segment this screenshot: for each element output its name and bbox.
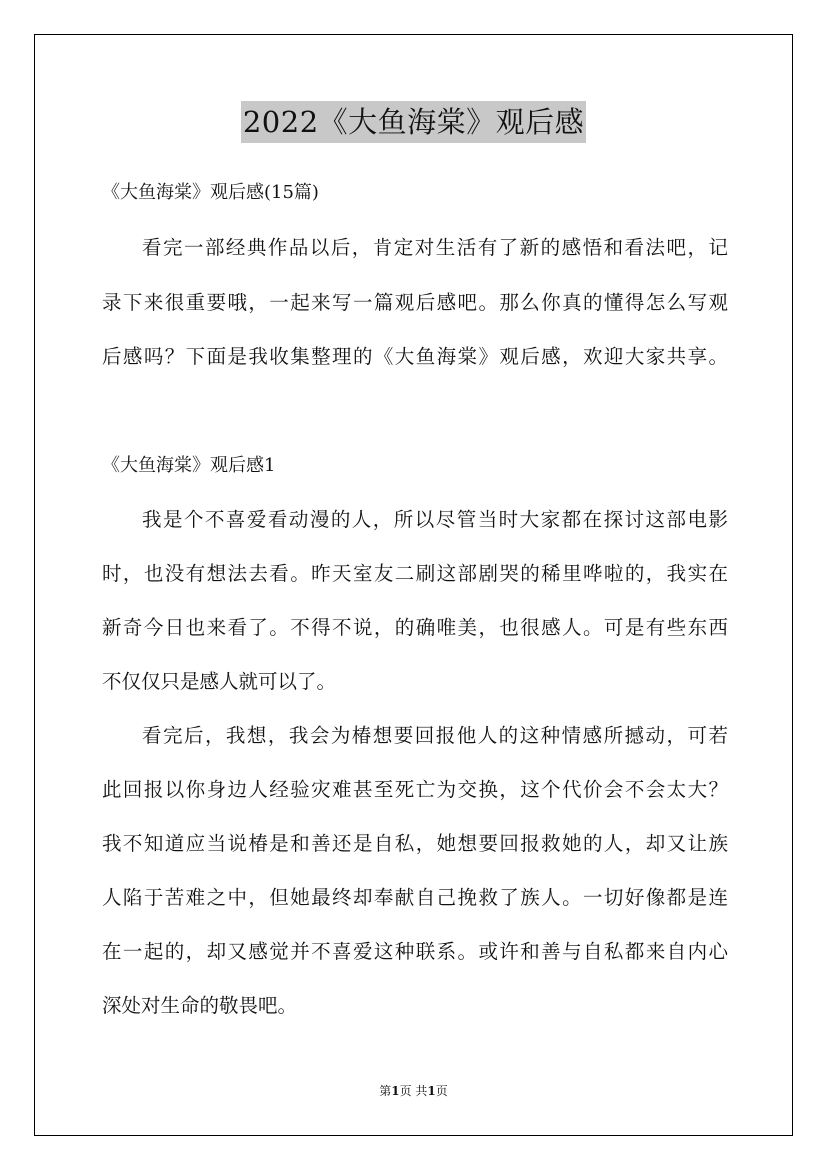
paragraph-line: 此回报以你身边人经验灾难甚至死亡为交换，这个代价会不会太大？	[102, 778, 728, 801]
document-subtitle: 《大鱼海棠》观后感(15篇)	[102, 182, 319, 203]
document-title: 2022《大鱼海棠》观后感	[241, 101, 586, 143]
footer-suffix: 页	[435, 1084, 448, 1098]
footer-total-pages: 1	[427, 1084, 436, 1098]
paragraph-line: 在一起的，却又感觉并不喜爱这种联系。或许和善与自私都来自内心	[102, 940, 728, 963]
title-container	[0, 101, 827, 143]
footer-page-number: 1	[391, 1084, 400, 1098]
paragraph-line: 看完后，我想，我会为椿想要回报他人的这种情感所撼动，可若	[142, 724, 728, 747]
paragraph-line: 人陷于苦难之中，但她最终却奉献自己挽救了族人。一切好像都是连	[102, 886, 728, 909]
intro-line: 看完一部经典作品以后，肯定对生活有了新的感悟和看法吧，记	[142, 236, 728, 259]
paragraph-line: 不仅仅只是感人就可以了。	[102, 670, 337, 693]
paragraph-line: 新奇今日也来看了。不得不说，的确唯美，也很感人。可是有些东西	[102, 616, 728, 639]
paragraph-line: 我不知道应当说椿是和善还是自私，她想要回报救她的人，却又让族	[102, 832, 728, 855]
intro-line: 录下来很重要哦，一起来写一篇观后感吧。那么你真的懂得怎么写观	[102, 291, 728, 314]
page-footer	[0, 1082, 827, 1100]
intro-line: 后感吗？下面是我收集整理的《大鱼海棠》观后感，欢迎大家共享。	[102, 345, 728, 368]
section-heading: 《大鱼海棠》观后感1	[102, 455, 276, 476]
footer-prefix: 第	[379, 1084, 392, 1098]
paragraph-line: 深处对生命的敬畏吧。	[102, 994, 298, 1017]
paragraph-line: 我是个不喜爱看动漫的人，所以尽管当时大家都在探讨这部电影	[142, 508, 728, 531]
footer-middle: 页 共	[399, 1084, 428, 1098]
paragraph-line: 时，也没有想法去看。昨天室友二刷这部剧哭的稀里哗啦的，我实在	[102, 562, 728, 585]
